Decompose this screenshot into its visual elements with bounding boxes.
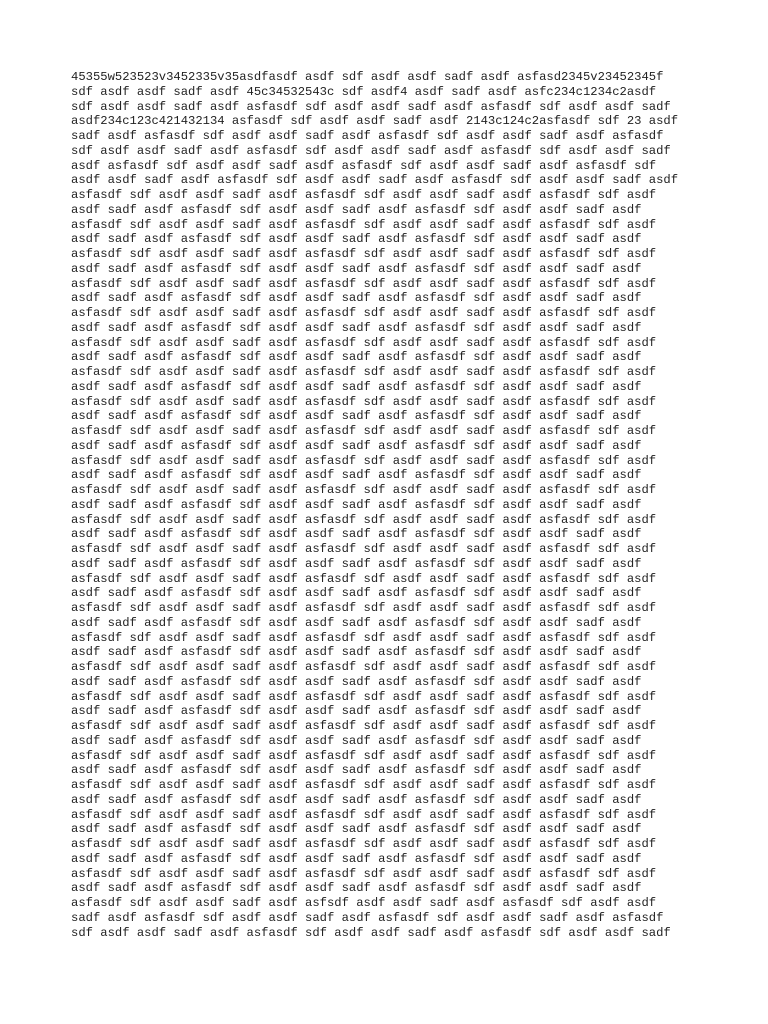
text-line: asdf sadf asdf asfasdf sdf asdf asdf sadf asdf asfasdf sdf asdf asdf sadf asdf [71, 468, 642, 483]
text-line: asdf sadf asdf asfasdf sdf asdf asdf sadf asdf asfasdf sdf asdf asdf sadf asdf [71, 733, 642, 748]
text-line: asdf sadf asdf asfasdf sdf asdf asdf sadf asdf asfasdf sdf asdf asdf sadf asdf [71, 586, 642, 601]
text-line: sdf asdf asdf sadf asdf 45c34532543c sdf asdf4 asdf sadf asdf asfc234c1234c2asdf [71, 84, 657, 99]
text-line: asdf asdf sadf asdf asfasdf sdf asdf asdf sadf asdf asfasdf sdf asdf asdf sadf asdf [71, 173, 679, 188]
text-line: asfasdf sdf asdf asdf sadf asdf asfasdf sdf asdf asdf sadf asdf asfasdf sdf asdf [71, 424, 657, 438]
text-line: asdf sadf asdf asfasdf sdf asdf asdf sadf asdf asfasdf sdf asdf asdf sadf asdf [71, 851, 642, 866]
text-line: asdf sadf asdf asfasdf sdf asdf asdf sadf asdf asfasdf sdf asdf asdf sadf asdf [71, 438, 642, 453]
text-line: asdf sadf asdf asfasdf sdf asdf asdf sadf asdf asfasdf sdf asdf asdf sadf asdf [71, 763, 642, 778]
text-line: asfasdf sdf asdf asdf sadf asdf asfasdf sdf asdf asdf sadf asdf asfasdf sdf asdf [71, 601, 657, 615]
text-line: asdf sadf asdf asfasdf sdf asdf asdf sadf asdf asfasdf sdf asdf asdf sadf asdf [71, 291, 642, 306]
text-line: asdf sadf asdf asfasdf sdf asdf asdf sadf asdf asfasdf sdf asdf asdf sadf asdf [71, 497, 642, 512]
text-line: asdf sadf asdf asfasdf sdf asdf asdf sadf asdf asfasdf sdf asdf asdf sadf asdf [71, 822, 642, 837]
text-line: sdf asdf asdf sadf asdf asfasdf sdf asdf asdf sadf asdf asfasdf sdf asdf asdf sadf [71, 99, 671, 114]
text-line: asfasdf sdf asdf asdf sadf asdf asfasdf sdf asdf asdf sadf asdf asfasdf sdf asdf [71, 807, 657, 822]
text-line: asfasdf sdf asdf asdf sadf asdf asfasdf sdf asdf asdf sadf asdf asfasdf sdf asdf [71, 483, 657, 497]
text-line: asfasdf sdf asdf asdf sadf asdf asfasdf sdf asdf asdf sadf asdf asfasdf sdf asdf [71, 571, 657, 586]
text-line: asfasdf sdf asdf asdf sadf asdf asfasdf sdf asdf asdf sadf asdf asfasdf sdf asdf [71, 837, 657, 851]
text-line: asdf sadf asdf asfasdf sdf asdf asdf sadf asdf asfasdf sdf asdf asdf sadf asdf [71, 704, 642, 719]
text-line: asfasdf sdf asdf asdf sadf asdf asfsdf asdf asdf sadf asdf asfasdf sdf asdf asdf [71, 896, 657, 910]
text-line: asdf sadf asdf asfasdf sdf asdf asdf sadf asdf asfasdf sdf asdf asdf sadf asdf [71, 232, 642, 247]
text-line: asfasdf sdf asdf asdf sadf asdf asfasdf sdf asdf asdf sadf asdf asfasdf sdf asdf [71, 630, 657, 645]
text-line: asfasdf sdf asdf asdf sadf asdf asfasdf sdf asdf asdf sadf asdf asfasdf sdf asdf [71, 247, 657, 261]
text-line: asdf234c123c421432134 asfasdf sdf asdf asdf sadf asdf 2143c124c2asfasdf sdf 23 asdf [71, 114, 679, 129]
text-line: asfasdf sdf asdf asdf sadf asdf asfasdf sdf asdf asdf sadf asdf asfasdf sdf asdf [71, 660, 657, 674]
text-line: 45355w523523v3452335v35asdfasdf asdf sdf asdf asdf sadf asdf asfasd2345v23452345f [71, 70, 664, 84]
text-line: asfasdf sdf asdf asdf sadf asdf asfasdf sdf asdf asdf sadf asdf asfasdf sdf asdf [71, 866, 657, 881]
text-line: asfasdf sdf asdf asdf sadf asdf asfasdf sdf asdf asdf sadf asdf asfasdf sdf asdf [71, 335, 657, 350]
text-line: asdf sadf asdf asfasdf sdf asdf asdf sadf asdf asfasdf sdf asdf asdf sadf asdf [71, 527, 642, 542]
text-line: asfasdf sdf asdf asdf sadf asdf asfasdf sdf asdf asdf sadf asdf asfasdf sdf asdf [71, 719, 657, 733]
text-line: sadf asdf asfasdf sdf asdf asdf sadf asdf asfasdf sdf asdf asdf sadf asdf asfasdf [71, 910, 664, 925]
text-line: asdf sadf asdf asfasdf sdf asdf asdf sadf asdf asfasdf sdf asdf asdf sadf asdf [71, 202, 642, 217]
text-line: sdf asdf asdf sadf asdf asfasdf sdf asdf asdf sadf asdf asfasdf sdf asdf asdf sadf [71, 143, 671, 158]
text-line: asdf sadf asdf asfasdf sdf asdf asdf sadf asdf asfasdf sdf asdf asdf sadf asdf [71, 792, 642, 807]
text-line: asfasdf sdf asdf asdf sadf asdf asfasdf sdf asdf asdf sadf asdf asfasdf sdf asdf [71, 512, 657, 527]
text-line: sadf asdf asfasdf sdf asdf asdf sadf asdf asfasdf sdf asdf asdf sadf asdf asfasdf [71, 129, 664, 143]
text-line: asfasdf sdf asdf asdf sadf asdf asfasdf sdf asdf asdf sadf asdf asfasdf sdf asdf [71, 394, 657, 409]
text-line: asfasdf sdf asdf asdf sadf asdf asfasdf sdf asdf asdf sadf asdf asfasdf sdf asdf [71, 188, 657, 202]
text-line: asdf sadf asdf asfasdf sdf asdf asdf sadf asdf asfasdf sdf asdf asdf sadf asdf [71, 409, 642, 424]
text-line: asdf sadf asdf asfasdf sdf asdf asdf sadf asdf asfasdf sdf asdf asdf sadf asdf [71, 556, 642, 571]
text-line: asdf sadf asdf asfasdf sdf asdf asdf sadf asdf asfasdf sdf asdf asdf sadf asdf [71, 615, 642, 630]
text-line: asfasdf sdf asdf asdf sadf asdf asfasdf sdf asdf asdf sadf asdf asfasdf sdf asdf [71, 365, 657, 379]
text-line: asfasdf sdf asdf asdf sadf asdf asfasdf sdf asdf asdf sadf asdf asfasdf sdf asdf [71, 748, 657, 763]
text-line: asdf sadf asdf asfasdf sdf asdf asdf sadf asdf asfasdf sdf asdf asdf sadf asdf [71, 674, 642, 689]
text-line: asdf sadf asdf asfasdf sdf asdf asdf sadf asdf asfasdf sdf asdf asdf sadf asdf [71, 261, 642, 276]
text-line: asfasdf sdf asdf asdf sadf asdf asfasdf sdf asdf asdf sadf asdf asfasdf sdf asdf [71, 542, 657, 556]
text-line: asdf sadf asdf asfasdf sdf asdf asdf sadf asdf asfasdf sdf asdf asdf sadf asdf [71, 645, 642, 660]
text-line: asdf sadf asdf asfasdf sdf asdf asdf sadf asdf asfasdf sdf asdf asdf sadf asdf [71, 320, 642, 335]
text-line: asfasdf sdf asdf asdf sadf asdf asfasdf sdf asdf asdf sadf asdf asfasdf sdf asdf [71, 453, 657, 468]
text-line: asfasdf sdf asdf asdf sadf asdf asfasdf sdf asdf asdf sadf asdf asfasdf sdf asdf [71, 217, 657, 232]
text-line: sdf asdf asdf sadf asdf asfasdf sdf asdf asdf sadf asdf asfasdf sdf asdf asdf sadf [71, 925, 671, 940]
text-line: asfasdf sdf asdf asdf sadf asdf asfasdf sdf asdf asdf sadf asdf asfasdf sdf asdf [71, 276, 657, 291]
text-line: asdf asfasdf sdf asdf asdf sadf asdf asfasdf sdf asdf asdf sadf asdf asfasdf sdf [71, 158, 657, 173]
text-line: asdf sadf asdf asfasdf sdf asdf asdf sadf asdf asfasdf sdf asdf asdf sadf asdf [71, 881, 642, 896]
text-line: asfasdf sdf asdf asdf sadf asdf asfasdf sdf asdf asdf sadf asdf asfasdf sdf asdf [71, 778, 657, 792]
document-body-text [71, 70, 701, 940]
text-line: asdf sadf asdf asfasdf sdf asdf asdf sadf asdf asfasdf sdf asdf asdf sadf asdf [71, 379, 642, 394]
text-line: asfasdf sdf asdf asdf sadf asdf asfasdf sdf asdf asdf sadf asdf asfasdf sdf asdf [71, 306, 657, 320]
text-line: asdf sadf asdf asfasdf sdf asdf asdf sadf asdf asfasdf sdf asdf asdf sadf asdf [71, 350, 642, 365]
text-line: asfasdf sdf asdf asdf sadf asdf asfasdf sdf asdf asdf sadf asdf asfasdf sdf asdf [71, 689, 657, 704]
